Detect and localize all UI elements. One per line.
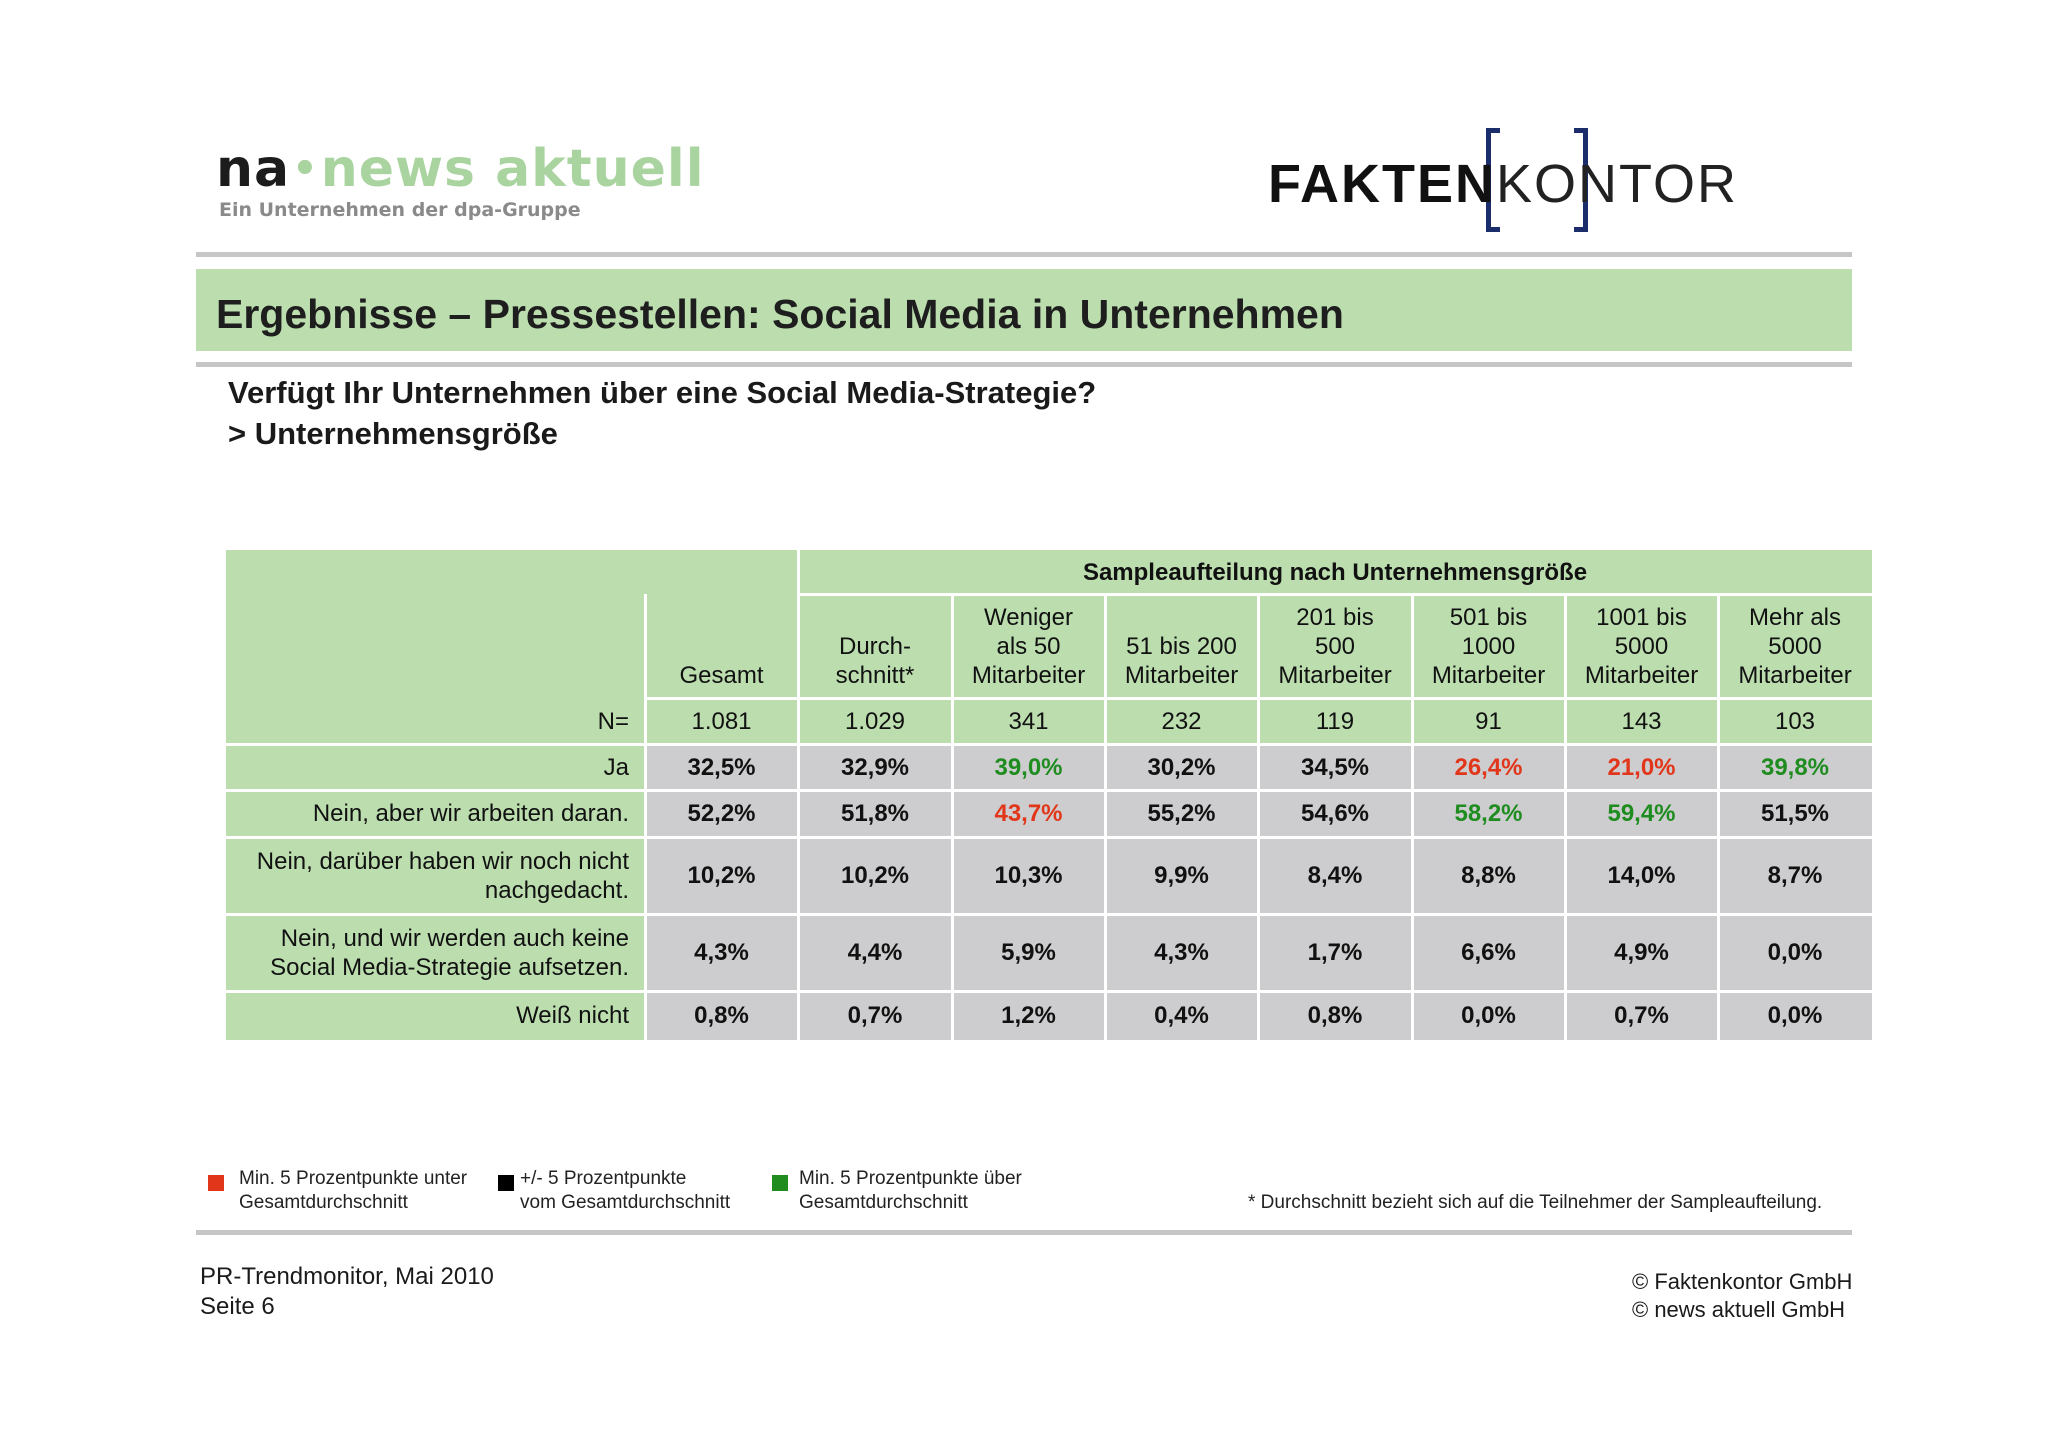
- grid-vline: [1564, 594, 1567, 1040]
- faktenkontor-logo: [1268, 126, 1813, 241]
- wordmark-fakten: FAKTEN: [1268, 154, 1496, 214]
- percent-cell: 0,8%: [1258, 991, 1412, 1040]
- news-aktuell-logo: [216, 136, 705, 228]
- n-value-cell: 143: [1565, 698, 1718, 744]
- percent-cell: 8,7%: [1718, 837, 1872, 914]
- row-label: Weiß nicht: [226, 991, 645, 1040]
- percent-cell: 14,0%: [1565, 837, 1718, 914]
- n-value-cell: 341: [952, 698, 1105, 744]
- row-label: Nein, aber wir arbeiten daran.: [226, 790, 645, 837]
- results-table: [226, 550, 1872, 1040]
- grid-vline: [644, 594, 647, 1040]
- percent-cell: 32,5%: [645, 744, 798, 790]
- percent-cell: 30,2%: [1105, 744, 1258, 790]
- copyright-news-aktuell: © news aktuell GmbH: [1632, 1297, 1846, 1322]
- title-bar: [196, 269, 1852, 351]
- column-header: Durch- schnitt*: [798, 594, 952, 698]
- column-header: 1001 bis 5000 Mitarbeiter: [1565, 594, 1718, 698]
- grid-vline: [1104, 594, 1107, 1040]
- footer-source: [200, 1262, 494, 1322]
- row-label: Ja: [226, 744, 645, 790]
- legend-red-swatch: [208, 1175, 224, 1191]
- percent-cell: 0,4%: [1105, 991, 1258, 1040]
- percent-cell: 26,4%: [1412, 744, 1565, 790]
- grid-hline: [226, 913, 1872, 916]
- row-label: Nein, darüber haben wir noch nicht nachgedacht.: [226, 837, 645, 914]
- news-aktuell-subtitle: Ein Unternehmen der dpa-Gruppe: [219, 199, 581, 221]
- column-header: 201 bis 500 Mitarbeiter: [1258, 594, 1412, 698]
- grid-vline: [1257, 594, 1260, 1040]
- percent-cell: 43,7%: [952, 790, 1105, 837]
- row-label: Nein, und wir werden auch keine Social Media-Strategie aufsetzen.: [226, 914, 645, 991]
- grid-hline: [226, 990, 1872, 993]
- footer-copyright: [1632, 1268, 1852, 1324]
- grid-hline: [226, 836, 1872, 839]
- percent-cell: 5,9%: [952, 914, 1105, 991]
- percent-cell: 1,2%: [952, 991, 1105, 1040]
- grid-vline: [951, 594, 954, 1040]
- percent-cell: 58,2%: [1412, 790, 1565, 837]
- percent-cell: 1,7%: [1258, 914, 1412, 991]
- percent-cell: 4,3%: [1105, 914, 1258, 991]
- legend-black-swatch: [498, 1175, 514, 1191]
- percent-cell: 0,0%: [1718, 991, 1872, 1040]
- faktenkontor-wordmark: [1268, 154, 1738, 214]
- grid-vline: [1717, 594, 1720, 1040]
- percent-cell: 52,2%: [645, 790, 798, 837]
- legend-red-text: Min. 5 Prozentpunkte unter Gesamtdurchschnitt: [239, 1168, 468, 1213]
- n-value-cell: 103: [1718, 698, 1872, 744]
- n-value-cell: 1.081: [645, 698, 798, 744]
- percent-cell: 39,8%: [1718, 744, 1872, 790]
- grid-hline: [226, 743, 1872, 746]
- percent-cell: 4,3%: [645, 914, 798, 991]
- copyright-faktenkontor: © Faktenkontor GmbH: [1632, 1269, 1853, 1294]
- grid-hline: [645, 697, 1872, 700]
- header-rule: [196, 252, 1852, 257]
- percent-cell: 0,7%: [1565, 991, 1718, 1040]
- bracket-gap-top: [1500, 125, 1574, 135]
- percent-cell: 10,2%: [798, 837, 952, 914]
- percent-cell: 51,8%: [798, 790, 952, 837]
- footnote: * Durchschnitt bezieht sich auf die Teilnehmer der Sampleaufteilung.: [1248, 1192, 1823, 1213]
- survey-question: [228, 372, 1096, 454]
- footer-report: PR-Trendmonitor, Mai 2010: [200, 1263, 494, 1290]
- page-title: Ergebnisse – Pressestellen: Social Media in Unternehmen: [216, 291, 1344, 337]
- brand-dot: •: [292, 146, 319, 192]
- percent-cell: 6,6%: [1412, 914, 1565, 991]
- percent-cell: 54,6%: [1258, 790, 1412, 837]
- row-label: N=: [226, 698, 645, 744]
- legend-green-swatch: [772, 1175, 788, 1191]
- grid-hline: [798, 593, 1872, 596]
- percent-cell: 8,8%: [1412, 837, 1565, 914]
- n-value-cell: 232: [1105, 698, 1258, 744]
- percent-cell: 4,9%: [1565, 914, 1718, 991]
- title-rule: [196, 362, 1852, 367]
- footer-page: Seite 6: [200, 1293, 275, 1320]
- question-text: Verfügt Ihr Unternehmen über eine Social Media-Strategie?: [228, 375, 1097, 410]
- percent-cell: 34,5%: [1258, 744, 1412, 790]
- percent-cell: 59,4%: [1565, 790, 1718, 837]
- n-value-cell: 119: [1258, 698, 1412, 744]
- grid-vline: [1411, 594, 1414, 1040]
- percent-cell: 32,9%: [798, 744, 952, 790]
- n-value-cell: 1.029: [798, 698, 952, 744]
- percent-cell: 0,0%: [1412, 991, 1565, 1040]
- column-header: Weniger als 50 Mitarbeiter: [952, 594, 1105, 698]
- legend-green-text: Min. 5 Prozentpunkte über Gesamtdurchschnitt: [799, 1168, 1022, 1213]
- column-header: Gesamt: [645, 594, 798, 698]
- legend-black-text: +/- 5 Prozentpunkte vom Gesamtdurchschnitt: [520, 1168, 731, 1213]
- percent-cell: 0,8%: [645, 991, 798, 1040]
- percent-cell: 9,9%: [1105, 837, 1258, 914]
- column-header: Mehr als 5000 Mitarbeiter: [1718, 594, 1872, 698]
- percent-cell: 10,3%: [952, 837, 1105, 914]
- percent-cell: 0,7%: [798, 991, 952, 1040]
- bracket-gap-bottom: [1500, 226, 1574, 236]
- column-header: 501 bis 1000 Mitarbeiter: [1412, 594, 1565, 698]
- column-header: 51 bis 200 Mitarbeiter: [1105, 594, 1258, 698]
- grid-vline: [797, 550, 800, 1040]
- brand-na: na: [216, 139, 291, 199]
- percent-cell: 0,0%: [1718, 914, 1872, 991]
- footer-rule: [196, 1230, 1852, 1235]
- percent-cell: 39,0%: [952, 744, 1105, 790]
- news-aktuell-wordmark: [216, 136, 705, 202]
- percent-cell: 55,2%: [1105, 790, 1258, 837]
- percent-cell: 10,2%: [645, 837, 798, 914]
- percent-cell: 4,4%: [798, 914, 952, 991]
- question-subtitle: > Unternehmensgröße: [228, 416, 558, 451]
- group-header: Sampleaufteilung nach Unternehmensgröße: [798, 550, 1872, 594]
- n-value-cell: 91: [1412, 698, 1565, 744]
- percent-cell: 8,4%: [1258, 837, 1412, 914]
- brand-news-aktuell: news aktuell: [320, 139, 705, 199]
- wordmark-kontor: KONTOR: [1496, 154, 1739, 214]
- percent-cell: 21,0%: [1565, 744, 1718, 790]
- grid-hline: [226, 789, 1872, 792]
- percent-cell: 51,5%: [1718, 790, 1872, 837]
